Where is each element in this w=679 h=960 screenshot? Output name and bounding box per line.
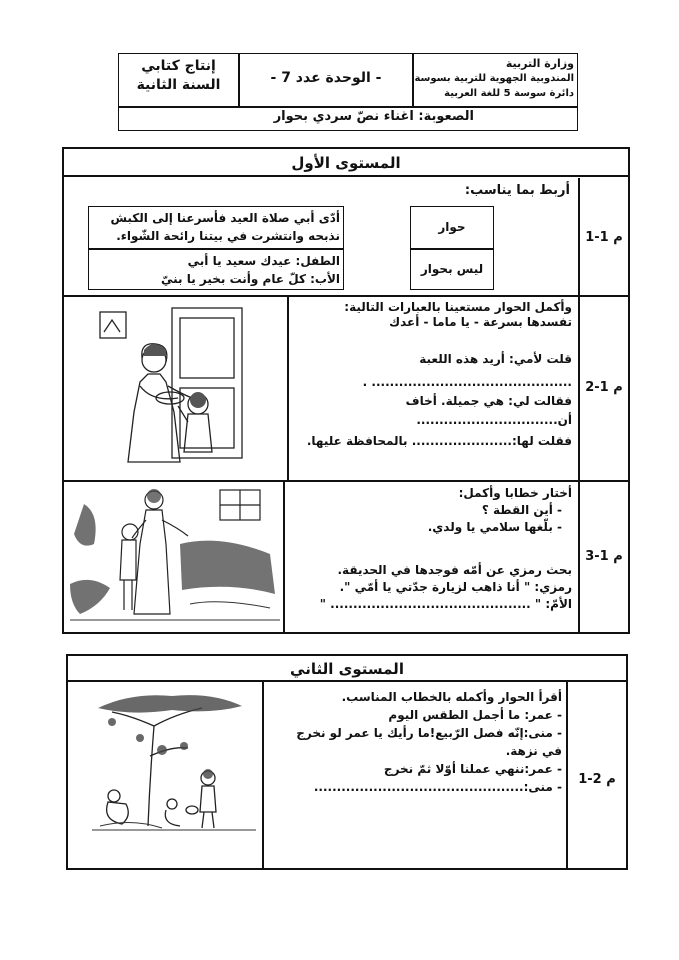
garden-illustration <box>70 484 280 630</box>
level1-title: المستوى الأول <box>291 154 401 172</box>
q2-line: تفسدها بسرعة - يا ماما - أعدك <box>389 315 572 329</box>
ministry-line: وزارة التربية <box>505 57 574 70</box>
question-number: م 1-2 <box>585 380 623 395</box>
narrative-line: نذبحه وانتشرت في بيتنا رائحة الشّواء. <box>116 229 340 243</box>
activity-block <box>120 57 237 95</box>
activity-title: إنتاج كتابي <box>141 58 216 74</box>
l2-line: في نزهة. <box>505 744 562 758</box>
question-text <box>292 300 572 449</box>
ministry-line: المندوبية الجهوية للتربية بسوسة <box>414 73 574 84</box>
dialogue-text <box>92 252 340 288</box>
q2-line: وأكمل الحوار مستعينا بالعبارات التالية: <box>344 300 572 314</box>
q3-line: - أين القطة ؟ <box>481 503 562 517</box>
question-number: م 1-1 <box>585 230 623 245</box>
activity-year: السنة الثانية <box>136 77 221 93</box>
ministry-block <box>414 56 574 101</box>
option-dialogue[interactable]: حوار <box>438 220 466 234</box>
level1-row-divider <box>64 295 628 297</box>
level2-image-col-divider <box>262 682 264 870</box>
question-number: م 2-1 <box>578 772 616 787</box>
l2-line: - منى:إنّه فصل الرّبيع!ما رأيك يا عمر لو نخرج <box>296 726 562 740</box>
sentence-box-divider <box>88 248 344 250</box>
q3-line: أختار خطابا وأكمل: <box>458 486 572 500</box>
q3-line: - بلّغها سلامي يا ولدي. <box>427 520 562 534</box>
l2-line: أقرأ الحوار وأكمله بالخطاب المناسب. <box>341 690 562 704</box>
image-col-divider <box>283 481 285 633</box>
unit-number: - الوحدة عدد 7 - <box>270 70 382 86</box>
option-box-divider <box>410 248 494 250</box>
q2-line: قلت لأمي: أريد هذه اللعبة <box>419 352 572 366</box>
tree-children-illustration <box>92 686 256 832</box>
l2-line: - عمر: ما أجمل الطقس اليوم <box>388 708 562 722</box>
q2-answer-line[interactable]: ............................................ . <box>362 375 572 389</box>
image-col-divider <box>287 296 289 481</box>
q3-line: رمزي: " أنا ذاهب لزيارة جدّتي يا أمّي ". <box>339 580 572 594</box>
question-text <box>266 688 562 796</box>
option-not-dialogue[interactable]: ليس بحوار <box>420 262 484 276</box>
ministry-line: دائرة سوسة 5 للغة العربية <box>444 88 574 99</box>
l2-line: - عمر:ننهي عملنا أوّلا ثمّ نخرج <box>383 762 562 776</box>
q3-line: بحث رمزي عن أمّه فوجدها في الحديقة. <box>337 563 572 577</box>
q2-answer-line[interactable]: فقلت لها:...................... بالمحافظة عليها. <box>306 434 572 448</box>
level1-row-divider <box>64 480 628 482</box>
l2-answer-line[interactable]: - منى:.............................................. <box>313 780 562 794</box>
difficulty-label: الصعوبة: اغناء نصّ سردي بحوار <box>273 109 474 124</box>
dialogue-line: الطفل: عيدك سعيد يا أبي <box>187 254 340 268</box>
level1-num-col-divider <box>578 178 580 634</box>
q3-answer-line[interactable]: الأمّ: " ............................................ " <box>319 597 572 611</box>
question-number: م 1-3 <box>585 549 623 564</box>
question-text <box>288 485 572 613</box>
dialogue-line: الأب: كلّ عام وأنت بخير يا بنيّ <box>160 272 340 286</box>
q2-answer-line[interactable]: أن............................... <box>416 413 572 427</box>
header-divider-h <box>118 106 578 108</box>
q2-line: فقالت لي: هي جميلة. أخاف <box>405 394 572 408</box>
mother-child-illustration <box>92 302 272 472</box>
question-instruction: أربط بما يناسب: <box>464 183 570 198</box>
narrative-text <box>92 209 340 245</box>
narrative-line: أدّى أبي صلاة العيد فأسرعنا إلى الكبش <box>110 211 340 225</box>
level2-title: المستوى الثاني <box>290 660 404 678</box>
